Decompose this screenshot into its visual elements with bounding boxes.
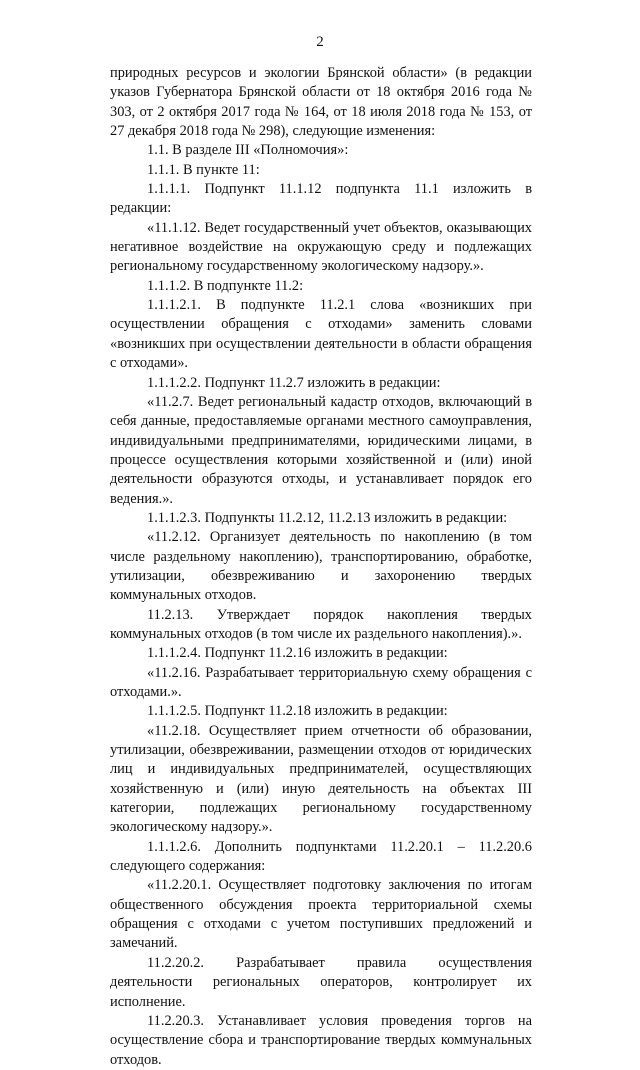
paragraph: 1.1.1.1. Подпункт 11.1.12 подпункта 11.1 изложить в редакции: xyxy=(110,181,532,217)
page-number: 2 xyxy=(316,34,324,50)
paragraph: «11.2.7. Ведет региональный кадастр отходов, включающий в себя данные, предоставляемые органами местного самоуправления, индивидуальными предпринимателями, юридическими лицами, в процессе осуществления которыми хозяйственной и (или) иной деятельности образуются отходы, и устанавливает порядок его ведения.». xyxy=(110,393,532,507)
paragraph: природных ресурсов и экологии Брянской области» (в редакции указов Губернатора Брянской области от 18 октября 2016 года № 303, от 2 октября 2017 года № 164, от 18 июля 2018 года № 153, от 27 декабря 2018 года № 298), следующие изменения: xyxy=(110,65,532,140)
paragraph: 1.1.1.2.3. Подпункты 11.2.12, 11.2.13 изложить в редакции: xyxy=(147,509,508,526)
paragraph: 1.1.1.2.5. Подпункт 11.2.18 изложить в редакции: xyxy=(147,703,448,720)
paragraph: 1.1. В разделе III «Полномочия»: xyxy=(147,142,349,159)
paragraph: 11.2.20.3. Устанавливает условия проведения торгов на осуществление сбора и транспортирование твердых коммунальных отходов. xyxy=(110,1012,532,1068)
paragraph: «11.1.12. Ведет государственный учет объектов, оказывающих негативное воздействие на окружающую среду и подлежащих региональному государственному экологическому надзору.». xyxy=(110,219,532,275)
paragraph: 1.1.1.2.1. В подпункте 11.2.1 слова «возникших при осуществлении обращения с отходами» заменить словами «возникших при осуществлении деятельности в области обращения с отходами». xyxy=(110,297,532,372)
paragraph: «11.2.12. Организует деятельность по накоплению (в том числе раздельному накоплению), транспортированию, обработке, утилизации, обезвреживанию и захоронению твердых коммунальных отходов. xyxy=(110,529,532,604)
paragraph: 1.1.1.2. В подпункте 11.2: xyxy=(147,277,304,294)
paragraph: «11.2.20.1. Осуществляет подготовку заключения по итогам общественного обсуждения проекта территориальной схемы обращения с отходами с учетом поступивших предложений и замечаний. xyxy=(110,877,532,952)
paragraph: 11.2.20.2. Разрабатывает правила осуществления деятельности региональных операторов, контролирует их исполнение. xyxy=(110,954,532,1010)
document-body xyxy=(110,64,532,1070)
paragraph: 11.2.13. Утверждает порядок накопления твердых коммунальных отходов (в том числе их раздельного накопления).». xyxy=(110,606,532,642)
paragraph: «11.2.16. Разрабатывает территориальную схему обращения с отходами.». xyxy=(110,664,532,700)
paragraph: 1.1.1.2.4. Подпункт 11.2.16 изложить в редакции: xyxy=(147,645,448,662)
paragraph: 1.1.1.2.2. Подпункт 11.2.7 изложить в редакции: xyxy=(147,374,441,391)
paragraph: «11.2.18. Осуществляет прием отчетности об образовании, утилизации, обезвреживании, размещении отходов от юридических лиц и индивидуальных предпринимателей, осуществляющих хозяйственную и (или) иную деятельность на объектах III категории, подлежащих региональному государственному экологическому надзору.». xyxy=(110,722,532,836)
paragraph: 1.1.1. В пункте 11: xyxy=(147,161,260,178)
paragraph: 1.1.1.2.6. Дополнить подпунктами 11.2.20.1 – 11.2.20.6 следующего содержания: xyxy=(110,838,532,875)
